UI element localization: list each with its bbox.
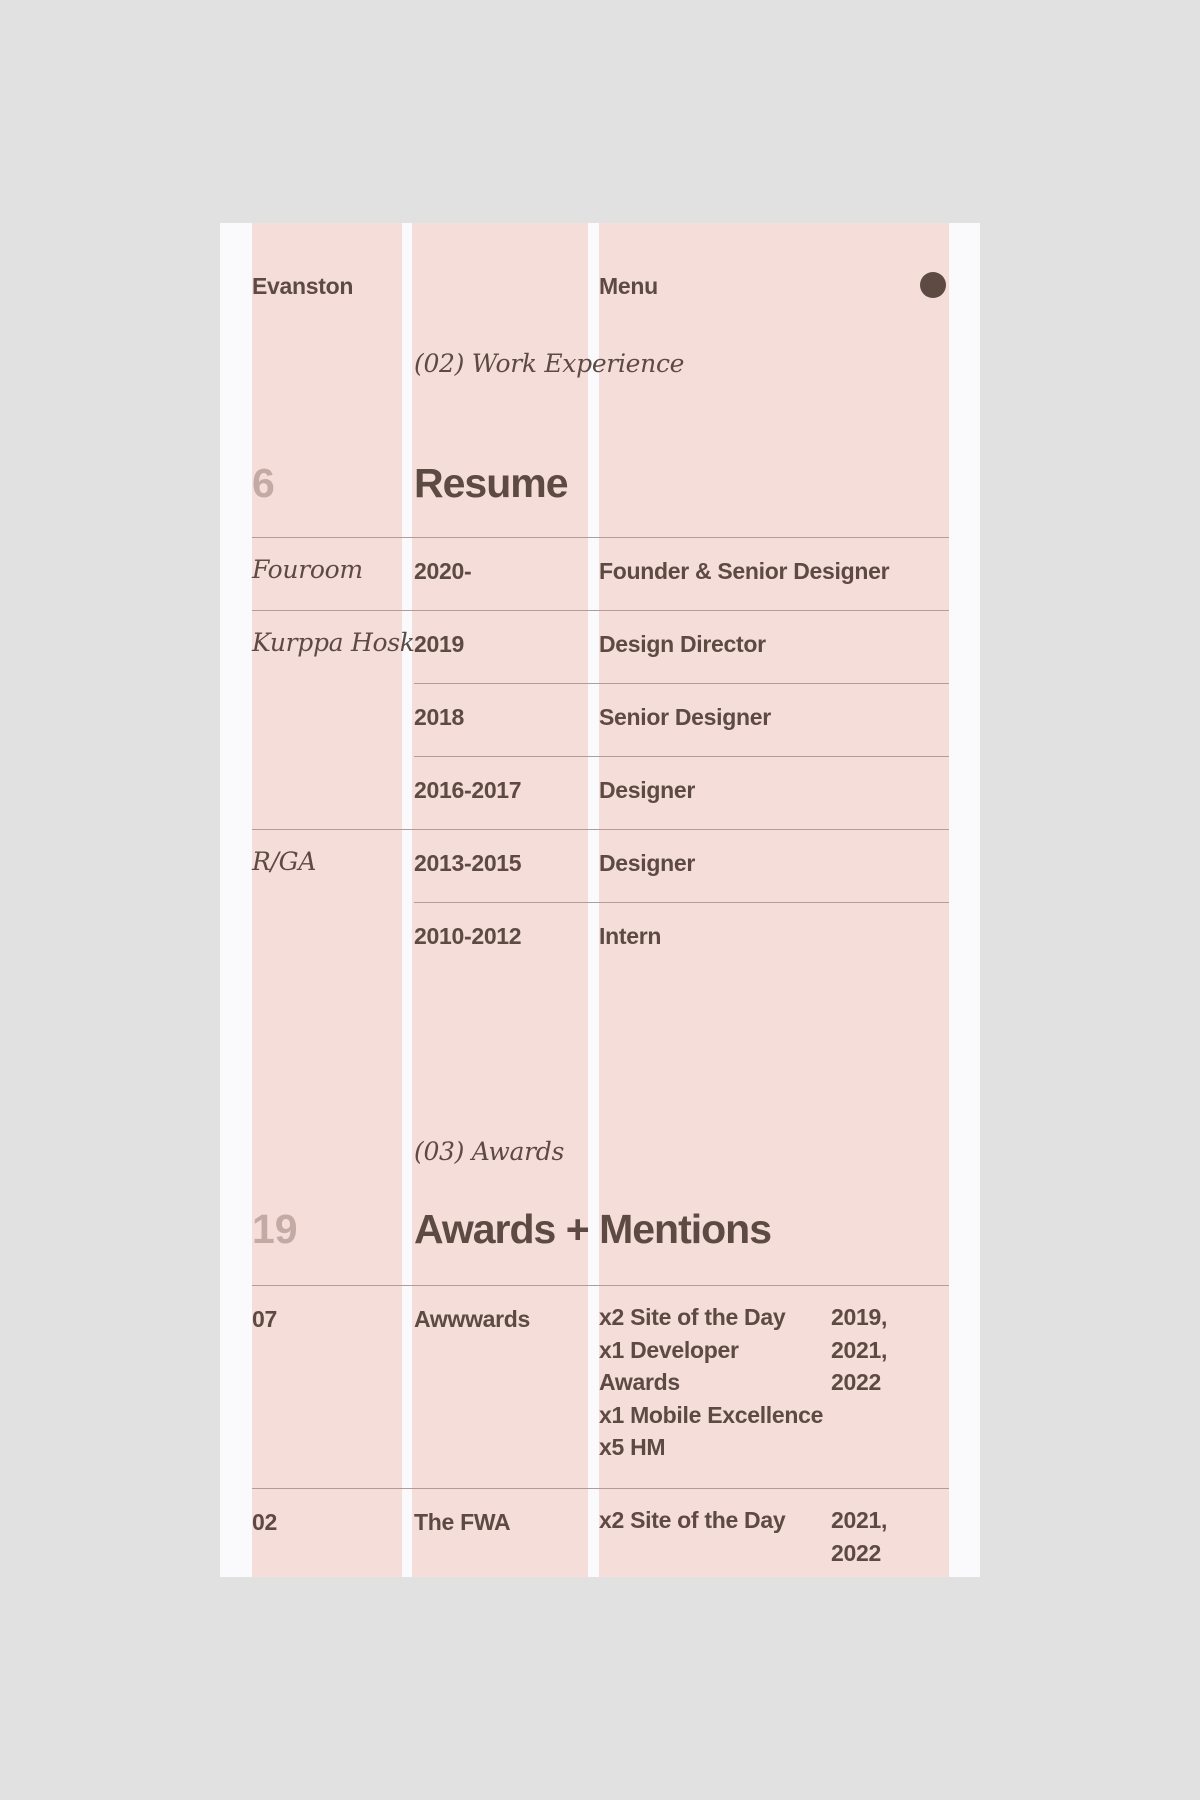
experience-count: 6 xyxy=(252,460,275,506)
company-fouroom: Fouroom xyxy=(252,555,363,584)
award-items xyxy=(599,1301,823,1464)
page-title-resume: Resume xyxy=(414,460,568,506)
circle-icon[interactable] xyxy=(920,272,946,298)
grid-column-1 xyxy=(252,223,402,1577)
section-label-awards: (03) Awards xyxy=(414,1137,564,1166)
job-years: 2020- xyxy=(414,558,472,584)
divider xyxy=(414,683,949,684)
divider xyxy=(414,902,949,903)
divider xyxy=(252,537,949,538)
award-years xyxy=(831,1301,887,1399)
award-item: x2 Site of the Day xyxy=(599,1304,786,1330)
divider xyxy=(414,756,949,757)
job-years: 2013-2015 xyxy=(414,850,522,876)
award-item: Awards xyxy=(599,1369,680,1395)
job-role: Design Director xyxy=(599,631,766,657)
divider xyxy=(252,1488,949,1489)
company-rga: R/GA xyxy=(252,847,317,876)
award-year: 2022 xyxy=(831,1369,881,1395)
page-frame xyxy=(220,223,980,1577)
job-role: Senior Designer xyxy=(599,704,771,730)
award-year: 2022 xyxy=(831,1539,881,1566)
award-year: 2021, xyxy=(831,1507,888,1533)
awards-count: 19 xyxy=(252,1206,298,1252)
brand-link[interactable]: Evanston xyxy=(252,273,354,299)
divider xyxy=(252,829,949,830)
award-item: x1 Mobile Excellence xyxy=(599,1401,824,1428)
award-item: x1 Developer xyxy=(599,1336,739,1363)
award-item: x5 HM xyxy=(599,1434,666,1460)
award-name: Awwwards xyxy=(414,1306,531,1332)
grid-column-2 xyxy=(412,223,588,1577)
award-count: 07 xyxy=(252,1306,277,1332)
job-years: 2018 xyxy=(414,704,464,730)
job-years: 2019 xyxy=(414,631,464,657)
job-years: 2016-2017 xyxy=(414,777,522,803)
award-items xyxy=(599,1504,785,1537)
job-years: 2010-2012 xyxy=(414,923,522,949)
job-role: Designer xyxy=(599,777,696,803)
job-role: Intern xyxy=(599,923,662,949)
menu-button[interactable]: Menu xyxy=(599,273,658,299)
award-count: 02 xyxy=(252,1509,277,1535)
award-year: 2021, xyxy=(831,1336,888,1363)
company-kurppa-hosk: Kurppa Hosk xyxy=(252,628,415,657)
award-item: x2 Site of the Day xyxy=(599,1507,786,1533)
divider xyxy=(252,610,949,611)
award-years xyxy=(831,1504,887,1569)
award-name: The FWA xyxy=(414,1509,511,1535)
divider xyxy=(252,1285,949,1286)
job-role: Founder & Senior Designer xyxy=(599,558,890,584)
job-role: Designer xyxy=(599,850,696,876)
section-label-experience: (02) Work Experience xyxy=(414,349,685,378)
page-title-awards: Awards + Mentions xyxy=(414,1206,772,1252)
award-year: 2019, xyxy=(831,1304,888,1330)
